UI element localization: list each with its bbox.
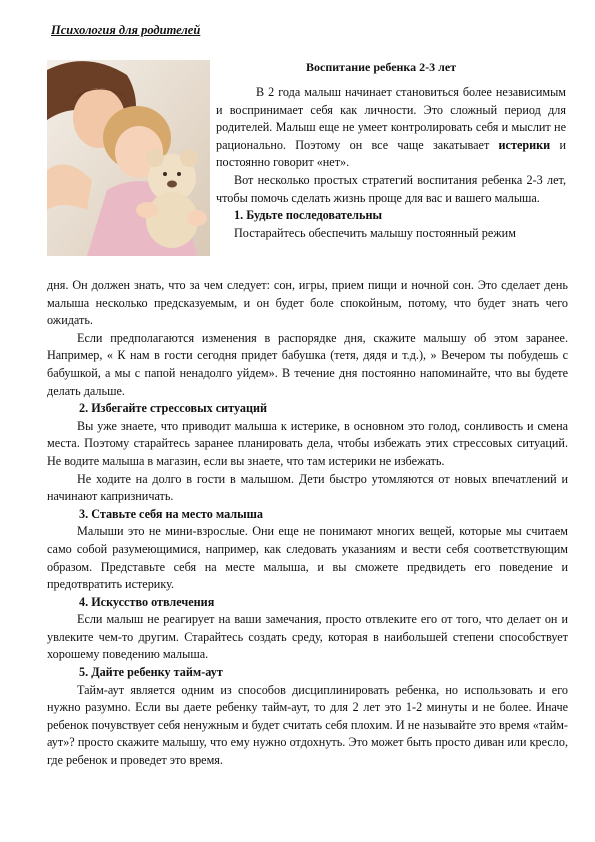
page-header: Психология для родителей [51, 23, 201, 37]
intro-paragraph-1 [216, 84, 566, 172]
section-2-paragraph-2: Не ходите на долго в гости в малышом. Дети быстро утомляются от новых впечатлений и начинают капризничать. [47, 471, 568, 504]
section-5-paragraph-1: Тайм-аут является одним из способов дисциплинировать ребенка, но использовать и его нужно разумно. Если вы даете ребенку тайм-аут, то для 2 лет это 1-2 минуты и не более. Иначе ребенок почувствует себя ненужным и будет считать себя плохим. И не называйте это время «тайм-аут»? просто скажите малышу, что ему нужно отдохнуть. Это может быть просто диван или кресло, где ребенок и проведет это время. [47, 682, 568, 768]
section-1-paragraph-1-rest: дня. Он должен знать, что за чем следует: сон, игры, прием пищи и ночной сон. Это сделает день малыша несколько предсказуемым, и он будет боле спокойным, потому, что будет знать чего ожидать. [47, 278, 568, 328]
photo-illustration [47, 60, 210, 256]
intro-paragraph-2: Вот несколько простых стратегий воспитания ребенка 2-3 лет, чтобы помочь сделать жизнь проще для вас и вашего малыша. [216, 172, 566, 205]
section-4-paragraph-1: Если малыш не реагирует на ваши замечания, просто отвлеките его от того, что делает он и увлеките чем-то другим. Старайтесь создать среду, которая в наибольшей степени способствует хорошему поведению малыша. [47, 612, 568, 662]
intro-text-b: и постоянно говорит «нет». [216, 137, 566, 170]
section-1-paragraph-2: Если предполагаются изменения в распорядке дня, скажите малышу об этом заранее. Например, « К нам в гости сегодня придет бабушка (тетя, дядя и т.д.), » Вечером ты побудешь с бабушкой, а мы с папой ненадолго уйдем». В течение дня постоянно напоминайте, что вы будете делать дальше. [47, 330, 568, 398]
intro-column [216, 84, 566, 242]
section-4-heading: 4. Искусство отвлечения [79, 594, 215, 609]
article-title: Воспитание ребенка 2-3 лет [306, 60, 457, 74]
section-1-heading: 1. Будьте последовательны [234, 208, 382, 223]
intro-text-a: В 2 года малыш начинает становиться более независимым и воспринимает себя как личности. Это сложный период для родителей. Малыш еще не умеет контролировать себя и мыслит не рационально. Поэтому он все чаще закатывает [216, 85, 566, 152]
section-2-heading: 2. Избегайте стрессовых ситуаций [79, 401, 268, 416]
main-body [47, 277, 568, 770]
section-2-paragraph-1: Вы уже знаете, что приводит малыша к истерике, в основном это голод, сонливость и смена места. Поэтому старайтесь заранее планировать дела, чтобы избежать этих стрессовых ситуаций. Не водите малыша в магазин, если вы знаете, что там истерики не избежать. [47, 418, 568, 468]
intro-bold-word: истерики [498, 137, 551, 152]
section-1-paragraph-start: Постарайтесь обеспечить малышу постоянный режим [234, 225, 516, 240]
section-3-heading: 3. Ставьте себя на место малыша [79, 506, 264, 521]
section-5-heading: 5. Дайте ребенку тайм-аут [79, 665, 223, 680]
section-3-paragraph-1: Малыши это не мини-взрослые. Они еще не понимают многих вещей, которые мы считаем само собой разумеющимися, например, как следовать указаниям и вести себя соответствующим образом. Представьте себя на месте малыша, и вы сможете предвидеть его поведение и предотвратить истерику. [47, 524, 568, 592]
mother-child-photo [47, 60, 210, 256]
